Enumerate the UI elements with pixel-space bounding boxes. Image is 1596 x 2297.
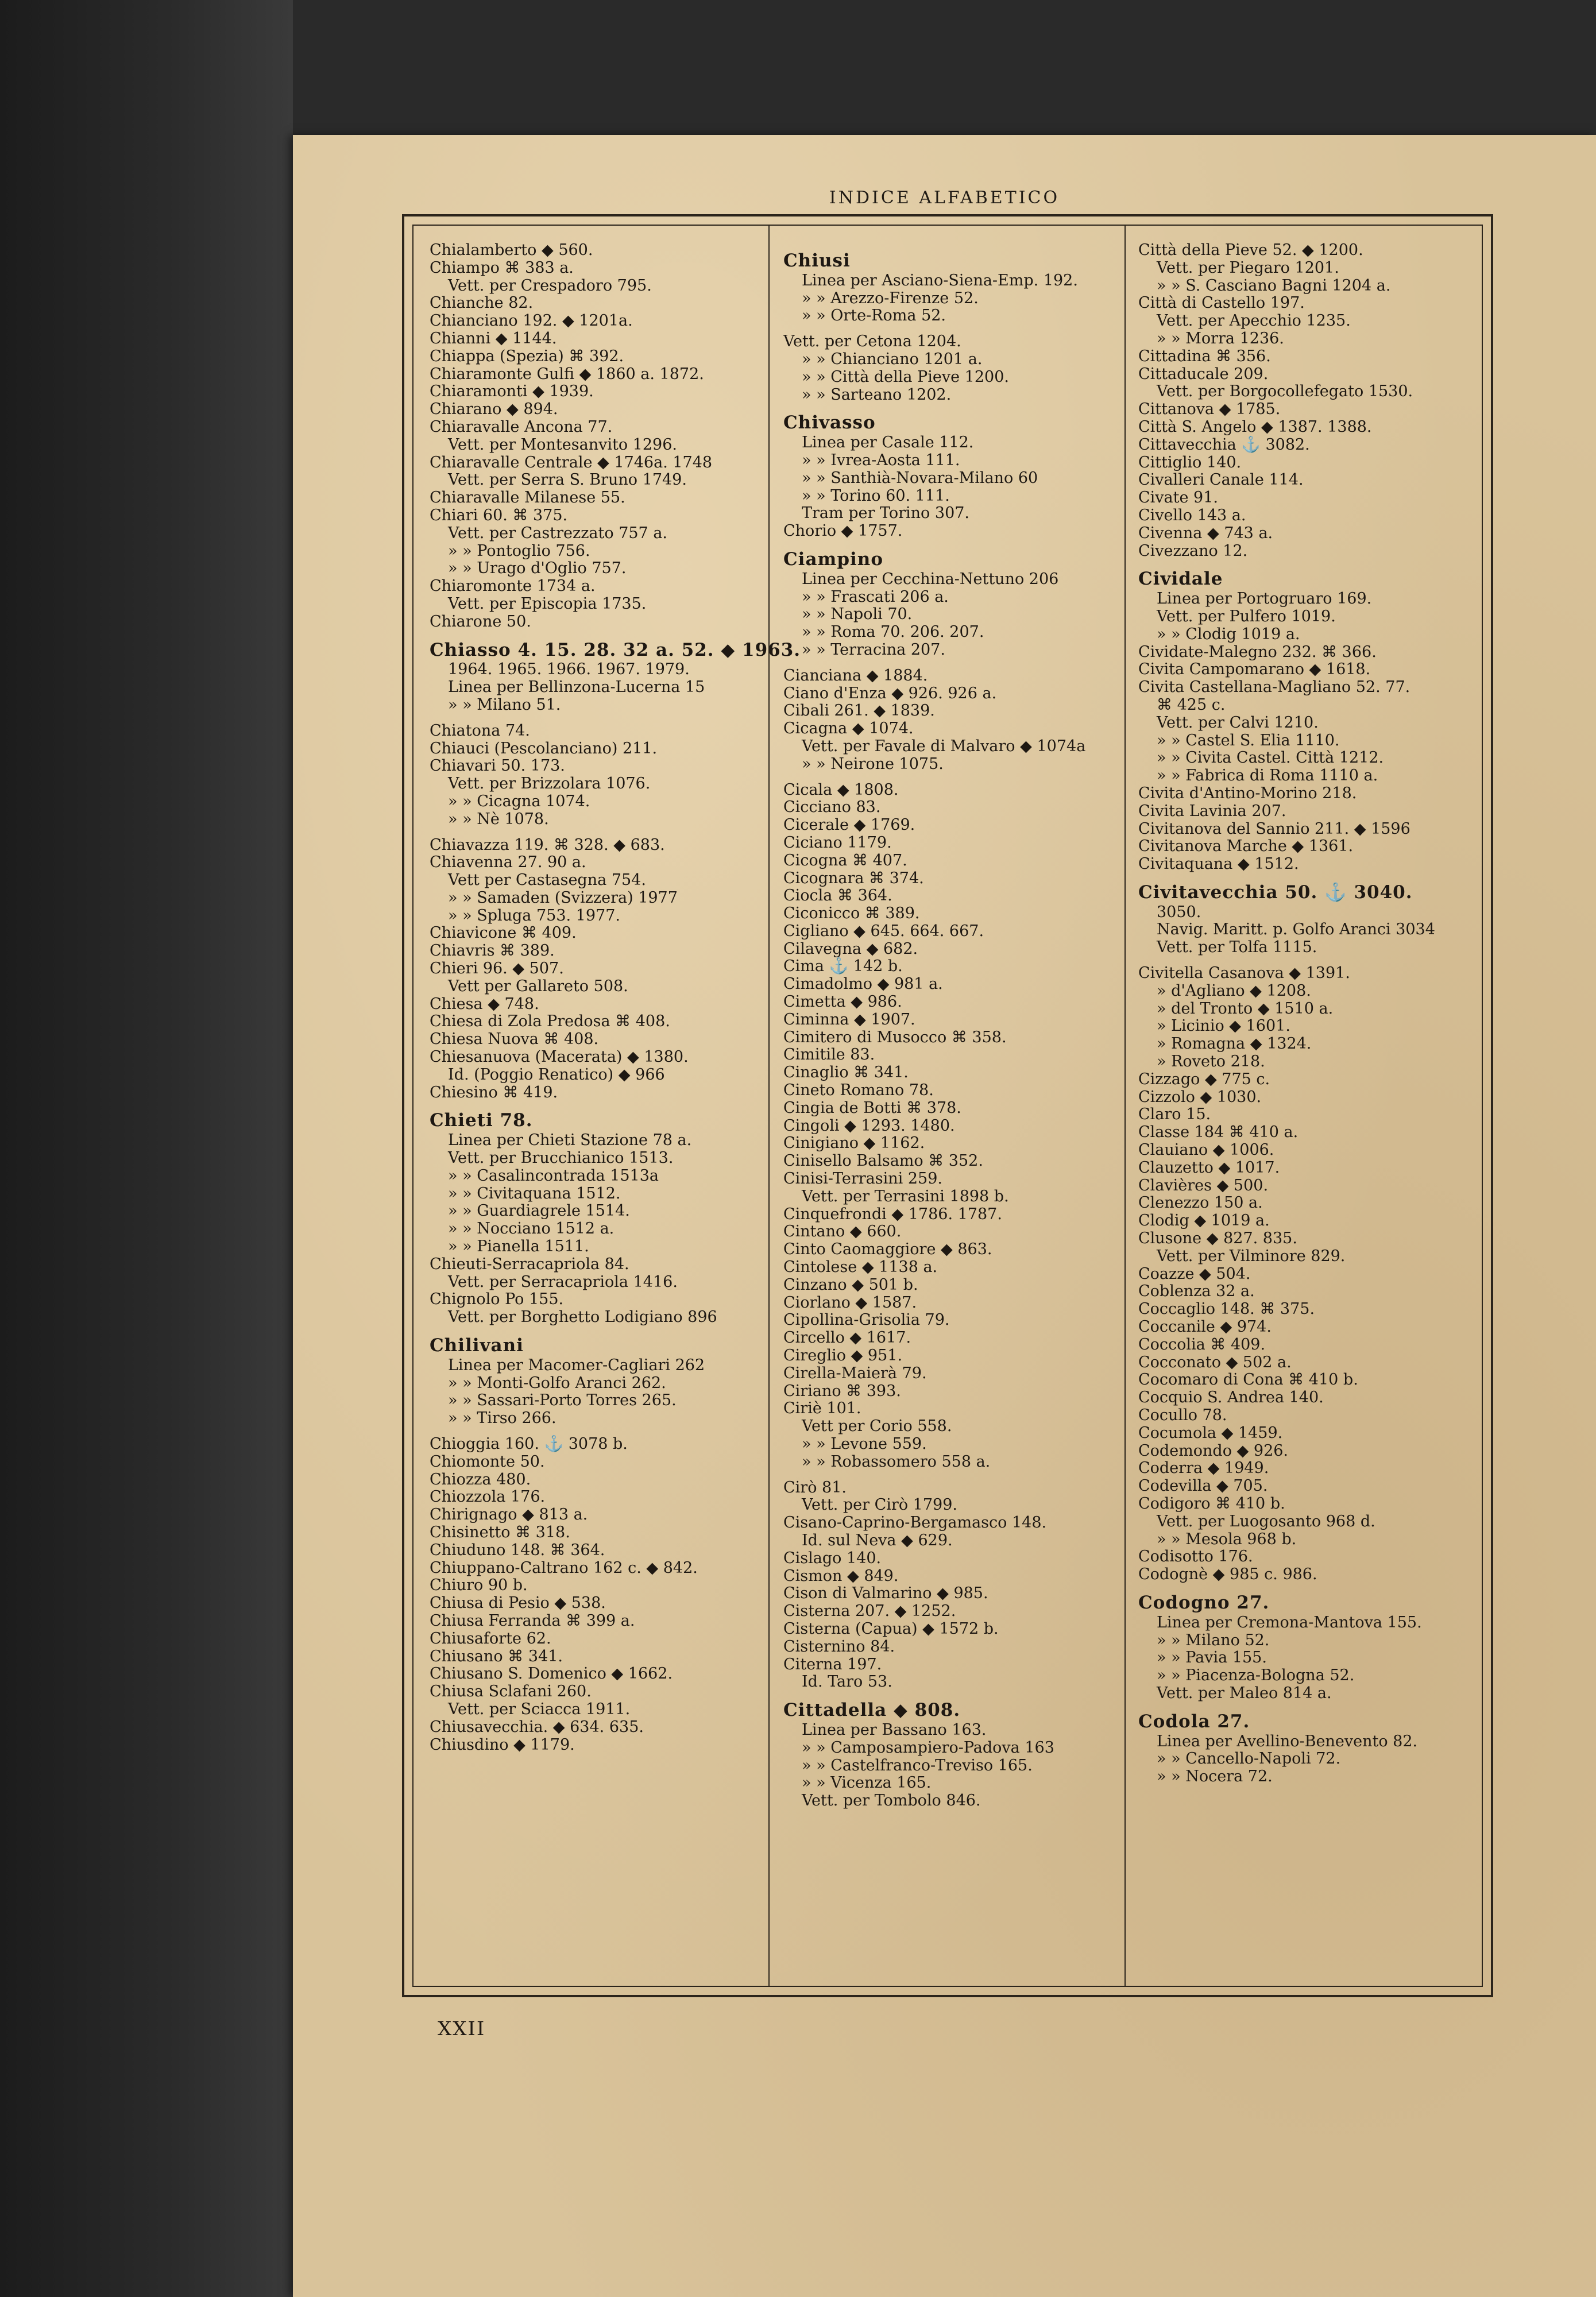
index-entry: Ciorlano ◆ 1587. [783, 1293, 917, 1312]
index-entry: » » Terracina 207. [802, 640, 945, 659]
index-entry: Vett. per Brizzolara 1076. [448, 775, 651, 793]
index-entry: Chiaravalle Centrale ◆ 1746a. 1748 [430, 453, 713, 471]
index-entry: Civita Campomarano ◆ 1618. [1138, 660, 1371, 679]
index-entry: » » Monti-Golfo Aranci 262. [448, 1374, 666, 1392]
index-entry: » » Napoli 70. [802, 605, 913, 624]
index-entry: » » Città della Pieve 1200. [802, 368, 1009, 386]
index-entry: Civitella Casanova ◆ 1391. [1138, 964, 1350, 983]
index-entry: Civitanova del Sannio 211. ◆ 1596 [1138, 819, 1410, 838]
index-entry: 3050. [1157, 903, 1201, 921]
index-entry: Chianni ◆ 1144. [430, 329, 557, 347]
index-entry: Civalleri Canale 114. [1138, 471, 1304, 489]
index-entry: Vett per Corio 558. [802, 1417, 952, 1436]
index-entry: » Roveto 218. [1157, 1053, 1265, 1071]
index-entry: » » Clodig 1019 a. [1157, 625, 1300, 643]
index-entry: Cianciana ◆ 1884. [783, 666, 928, 685]
index-entry: » » Sassari-Porto Torres 265. [448, 1391, 677, 1410]
index-entry: » » Civita Castel. Città 1212. [1157, 749, 1384, 767]
index-entry: » » S. Casciano Bagni 1204 a. [1157, 276, 1391, 295]
index-entry: Chiappa (Spezia) ⌘ 392. [430, 347, 624, 365]
index-entry: Linea per Cremona-Mantova 155. [1157, 1613, 1422, 1631]
index-entry: » » Mesola 968 b. [1157, 1530, 1297, 1548]
index-entry: Chiesa ◆ 748. [430, 995, 539, 1013]
index-entry: Clenezzo 150 a. [1138, 1194, 1263, 1212]
index-entry: Chiozzola 176. [430, 1488, 546, 1506]
index-entry: Chiozza 480. [430, 1470, 531, 1488]
index-entry: » » Sarteano 1202. [802, 385, 952, 404]
index-entry: Cisternino 84. [783, 1637, 895, 1656]
index-entry: Chiusaforte 62. [430, 1629, 551, 1648]
scan-background [0, 0, 293, 2297]
index-entry: Civita d'Antino-Morino 218. [1138, 784, 1357, 802]
index-entry: Codognè ◆ 985 c. 986. [1138, 1565, 1317, 1584]
index-entry: Ciciano 1179. [783, 833, 892, 852]
index-entry: Chorio ◆ 1757. [783, 522, 903, 540]
index-entry: Civate 91. [1138, 489, 1218, 507]
index-entry: Cittaducale 209. [1138, 365, 1269, 383]
index-entry: Clusone ◆ 827. 835. [1138, 1229, 1297, 1248]
index-entry: » » Urago d'Oglio 757. [448, 559, 627, 578]
index-entry: Cittadina ⌘ 356. [1138, 347, 1271, 365]
index-entry: Vett. per Crespadoro 795. [448, 276, 652, 295]
index-entry: Id. (Poggio Renatico) ◆ 966 [448, 1065, 665, 1084]
index-entry: Cima ⚓ 142 b. [783, 957, 903, 976]
index-entry: Civitanova Marche ◆ 1361. [1138, 837, 1354, 856]
index-entry: Chiomonte 50. [430, 1452, 545, 1471]
index-heading: Chiusi [783, 250, 851, 271]
index-heading: Chivasso [783, 412, 876, 434]
index-entry: Civenna ◆ 743 a. [1138, 524, 1273, 542]
index-entry: Vett. per Cetona 1204. [783, 332, 961, 351]
index-entry: Civello 143 a. [1138, 506, 1246, 524]
index-entry: Chiauci (Pescolanciano) 211. [430, 739, 658, 757]
index-entry: Coderra ◆ 1949. [1138, 1459, 1269, 1478]
index-entry: Vett. per Apecchio 1235. [1157, 312, 1351, 330]
index-entry: » » Milano 51. [448, 695, 561, 714]
index-entry: Coblenza 32 a. [1138, 1282, 1255, 1301]
index-entry: Chiusa Ferranda ⌘ 399 a. [430, 1611, 635, 1630]
index-entry: Linea per Cecchina-Nettuno 206 [802, 570, 1059, 588]
index-entry: Ciriano ⌘ 393. [783, 1382, 901, 1400]
index-entry: Circello ◆ 1617. [783, 1329, 911, 1347]
index-entry: » » Castelfranco-Treviso 165. [802, 1756, 1033, 1774]
index-heading: Chiasso 4. 15. 28. 32 a. 52. ◆ 1963. [430, 639, 801, 660]
index-entry: Tram per Torino 307. [802, 504, 970, 523]
index-entry: Vett. per Brucchianico 1513. [448, 1149, 674, 1167]
index-entry: Cicciano 83. [783, 798, 881, 817]
index-entry: Cisterna (Capua) ◆ 1572 b. [783, 1619, 999, 1638]
index-entry: Cison di Valmarino ◆ 985. [783, 1584, 988, 1603]
index-entry: Chianciano 192. ◆ 1201a. [430, 312, 633, 330]
index-heading: Chieti 78. [430, 1110, 533, 1131]
index-entry: Chiusano S. Domenico ◆ 1662. [430, 1665, 673, 1683]
index-entry: Cirella-Maierà 79. [783, 1364, 927, 1382]
index-entry: Cintano ◆ 660. [783, 1223, 902, 1241]
index-entry: Linea per Avellino-Benevento 82. [1157, 1732, 1418, 1750]
index-entry: Vett. per Luogosanto 968 d. [1157, 1512, 1375, 1530]
index-entry: Linea per Portogruaro 169. [1157, 590, 1372, 608]
index-entry: Clauzetto ◆ 1017. [1138, 1158, 1280, 1177]
index-entry: Linea per Chieti Stazione 78 a. [448, 1131, 692, 1150]
index-heading: Civitavecchia 50. ⚓ 3040. [1138, 881, 1413, 903]
index-column-3 [1124, 226, 1489, 1986]
index-entry: » del Tronto ◆ 1510 a. [1157, 999, 1334, 1018]
index-entry: Chiaravalle Milanese 55. [430, 489, 625, 507]
index-entry: Clodig ◆ 1019 a. [1138, 1212, 1270, 1230]
index-entry: Chiaramonte Gulfi ◆ 1860 a. 1872. [430, 365, 704, 383]
index-entry: » » Milano 52. [1157, 1631, 1270, 1649]
index-entry: » » Torino 60. 111. [802, 486, 950, 505]
index-entry: Chialamberto ◆ 560. [430, 241, 593, 259]
index-entry: Cinisi-Terrasini 259. [783, 1170, 942, 1188]
index-entry: » » Ivrea-Aosta 111. [802, 451, 960, 469]
index-entry: Cocconato ◆ 502 a. [1138, 1353, 1292, 1371]
index-entry: Chiari 60. ⌘ 375. [430, 506, 568, 524]
index-entry: Vett. per Sciacca 1911. [448, 1700, 631, 1718]
index-entry: Navig. Maritt. p. Golfo Aranci 3034 [1157, 921, 1435, 939]
index-entry: Claro 15. [1138, 1105, 1211, 1124]
index-entry: Vett per Gallareto 508. [448, 977, 628, 995]
index-entry: Codevilla ◆ 705. [1138, 1477, 1268, 1495]
index-entry: Cizzago ◆ 775 c. [1138, 1070, 1270, 1088]
page-header: INDICE ALFABETICO [829, 188, 1060, 208]
index-heading: Codogno 27. [1138, 1592, 1270, 1613]
index-entry: Vett. per Calvi 1210. [1157, 713, 1319, 732]
index-entry: » » Camposampiero-Padova 163 [802, 1738, 1054, 1757]
index-entry: Chiatona 74. [430, 721, 530, 740]
page-number: XXII [438, 2017, 486, 2040]
index-entry: Chiavenna 27. 90 a. [430, 853, 586, 872]
index-entry: Cireglio ◆ 951. [783, 1347, 903, 1365]
index-entry: Cisano-Caprino-Bergamasco 148. [783, 1514, 1047, 1532]
index-entry: Ciano d'Enza ◆ 926. 926 a. [783, 684, 997, 702]
index-entry: » » Levone 559. [802, 1435, 927, 1453]
index-entry: Vett. per Favale di Malvaro ◆ 1074a [802, 737, 1086, 755]
index-frame-inner [412, 225, 1483, 1987]
index-entry: Cibali 261. ◆ 1839. [783, 702, 935, 720]
index-entry: Vett. per Tolfa 1115. [1157, 938, 1317, 957]
index-entry: Coccolia ⌘ 409. [1138, 1335, 1266, 1354]
index-entry: Cocumola ◆ 1459. [1138, 1424, 1283, 1442]
index-entry: Cicogna ⌘ 407. [783, 851, 907, 869]
index-entry: Cingia de Botti ⌘ 378. [783, 1099, 961, 1117]
index-entry: Vett. per Borgocollefegato 1530. [1157, 382, 1413, 401]
index-entry: Vett. per Tombolo 846. [802, 1792, 981, 1810]
index-entry: Cirò 81. [783, 1478, 847, 1496]
index-entry: Chiuppano-Caltrano 162 c. ◆ 842. [430, 1559, 698, 1577]
index-entry: » » Nocciano 1512 a. [448, 1220, 615, 1238]
index-entry: Chieuti-Serracapriola 84. [430, 1255, 629, 1273]
index-entry: Codisotto 176. [1138, 1548, 1253, 1566]
index-entry: Cimetta ◆ 986. [783, 993, 902, 1011]
index-entry: Classe 184 ⌘ 410 a. [1138, 1123, 1299, 1142]
index-entry: Id. Taro 53. [802, 1673, 892, 1691]
index-entry: Cinisello Balsamo ⌘ 352. [783, 1152, 983, 1170]
index-entry: » » Nè 1078. [448, 810, 549, 828]
index-entry: Chiesino ⌘ 419. [430, 1083, 558, 1101]
index-entry: Chiavicone ⌘ 409. [430, 924, 577, 942]
index-entry: Cimitile 83. [783, 1046, 875, 1064]
index-entry: Città della Pieve 52. ◆ 1200. [1138, 241, 1363, 259]
index-entry: Vett. per Castrezzato 757 a. [448, 524, 667, 542]
index-entry: » Romagna ◆ 1324. [1157, 1035, 1312, 1053]
index-entry: Civezzano 12. [1138, 542, 1248, 560]
index-entry: Civita Lavinia 207. [1138, 802, 1286, 820]
index-entry: Chiusa Sclafani 260. [430, 1683, 592, 1701]
index-entry: Città S. Angelo ◆ 1387. 1388. [1138, 417, 1372, 436]
index-entry: Ciocla ⌘ 364. [783, 887, 892, 905]
index-entry: Cinigiano ◆ 1162. [783, 1134, 925, 1153]
index-entry: » » Fabrica di Roma 1110 a. [1157, 767, 1378, 785]
index-entry: 1964. 1965. 1966. 1967. 1979. [448, 660, 690, 679]
index-entry: Civita Castellana-Magliano 52. 77. [1138, 678, 1410, 697]
index-entry: Vett per Castasegna 754. [448, 871, 646, 890]
index-entry: Cigliano ◆ 645. 664. 667. [783, 922, 984, 940]
index-entry: Linea per Bassano 163. [802, 1720, 987, 1739]
index-entry: » » Cancello-Napoli 72. [1157, 1750, 1341, 1768]
index-entry: Linea per Macomer-Cagliari 262 [448, 1356, 705, 1374]
index-entry: » » Orte-Roma 52. [802, 307, 946, 325]
index-entry: Cicagna ◆ 1074. [783, 720, 914, 738]
index-entry: » » Arezzo-Firenze 52. [802, 289, 979, 307]
index-entry: Civitaquana ◆ 1512. [1138, 855, 1299, 873]
index-entry: Chiuduno 148. ⌘ 364. [430, 1541, 605, 1559]
index-entry: Città di Castello 197. [1138, 294, 1305, 312]
index-entry: Vett. per Borghetto Lodigiano 896 [448, 1308, 717, 1327]
index-entry: » » Castel S. Elia 1110. [1157, 731, 1340, 749]
index-entry: » » Frascati 206 a. [802, 587, 949, 606]
index-entry: Cismon ◆ 849. [783, 1567, 899, 1585]
index-entry: Chignolo Po 155. [430, 1290, 564, 1309]
index-entry: » » Nocera 72. [1157, 1768, 1273, 1786]
index-heading: Codola 27. [1138, 1711, 1250, 1732]
index-entry: Vett. per Vilminore 829. [1157, 1247, 1346, 1265]
index-entry: Codigoro ⌘ 410 b. [1138, 1494, 1285, 1513]
index-heading: Chilivani [430, 1335, 524, 1356]
index-entry: » » Neirone 1075. [802, 755, 944, 773]
index-entry: » » Pavia 155. [1157, 1649, 1267, 1667]
index-entry: Cittavecchia ⚓ 3082. [1138, 435, 1310, 454]
index-entry: Chiesanuova (Macerata) ◆ 1380. [430, 1048, 689, 1066]
index-entry: Vett. per Montesanvito 1296. [448, 435, 677, 454]
index-heading: Ciampino [783, 548, 884, 570]
index-entry: Cittanova ◆ 1785. [1138, 400, 1281, 419]
index-entry: » d'Agliano ◆ 1208. [1157, 981, 1311, 1000]
index-heading: Cividale [1138, 569, 1223, 590]
index-entry: Cittiglio 140. [1138, 453, 1242, 471]
index-entry: Vett. per Terrasini 1898 b. [802, 1187, 1009, 1205]
index-heading: Cittadella ◆ 808. [783, 1700, 961, 1721]
index-entry: Cocullo 78. [1138, 1406, 1227, 1424]
index-frame [402, 214, 1493, 1997]
index-entry: » » Casalincontrada 1513a [448, 1166, 659, 1185]
index-entry: Cilavegna ◆ 682. [783, 939, 918, 958]
index-entry: Vett. per Cirò 1799. [802, 1496, 957, 1514]
index-entry: Cipollina-Grisolia 79. [783, 1311, 950, 1329]
index-entry: Chiuro 90 b. [430, 1576, 528, 1595]
index-entry: » » Samaden (Svizzera) 1977 [448, 888, 678, 907]
index-entry: Chiarano ◆ 894. [430, 400, 558, 419]
index-entry: Chiavris ⌘ 389. [430, 942, 555, 960]
index-entry: » » Roma 70. 206. 207. [802, 623, 984, 641]
index-entry: Ciriè 101. [783, 1399, 861, 1418]
index-entry: » » Piacenza-Bologna 52. [1157, 1666, 1355, 1685]
index-entry: Cocomaro di Cona ⌘ 410 b. [1138, 1371, 1358, 1389]
index-entry: Id. sul Neva ◆ 629. [802, 1531, 953, 1549]
index-entry: Vett. per Piegaro 1201. [1157, 258, 1339, 277]
index-entry: » » Spluga 753. 1977. [448, 906, 620, 925]
index-entry: » » Morra 1236. [1157, 329, 1284, 347]
index-entry: Cimadolmo ◆ 981 a. [783, 975, 943, 993]
index-entry: » » Tirso 266. [448, 1409, 557, 1428]
index-entry: Chiaramonti ◆ 1939. [430, 382, 594, 401]
index-column-1 [414, 226, 801, 1986]
index-entry: » » Pontoglio 756. [448, 542, 590, 560]
index-entry: Chisinetto ⌘ 318. [430, 1523, 570, 1541]
index-entry: Chiusano ⌘ 341. [430, 1647, 563, 1665]
index-entry: » » Vicenza 165. [802, 1774, 932, 1792]
index-entry: Cingoli ◆ 1293. 1480. [783, 1116, 955, 1135]
index-entry: Cicerale ◆ 1769. [783, 816, 915, 834]
index-entry: Vett. per Episcopia 1735. [448, 594, 647, 613]
index-entry: Chiusa di Pesio ◆ 538. [430, 1594, 606, 1612]
index-entry: » » Robassomero 558 a. [802, 1452, 991, 1471]
index-entry: Cislago 140. [783, 1549, 882, 1567]
index-entry: Chiavazza 119. ⌘ 328. ◆ 683. [430, 836, 665, 854]
index-entry: Vett. per Serra S. Bruno 1749. [448, 471, 687, 489]
index-entry: Vett. per Pulfero 1019. [1157, 607, 1336, 625]
index-entry: Linea per Asciano-Siena-Emp. 192. [802, 271, 1078, 289]
index-entry: Cicognara ⌘ 374. [783, 869, 924, 887]
index-entry: » » Guardiagrele 1514. [448, 1202, 630, 1220]
index-entry: Codemondo ◆ 926. [1138, 1441, 1289, 1460]
index-entry: Chiesa di Zola Predosa ⌘ 408. [430, 1012, 670, 1031]
index-entry: Ciconicco ⌘ 389. [783, 904, 920, 923]
index-entry: Cineto Romano 78. [783, 1081, 934, 1100]
index-column-2 [768, 226, 1124, 1986]
index-entry: Chieri 96. ◆ 507. [430, 960, 564, 978]
index-entry: Cinzano ◆ 501 b. [783, 1275, 918, 1294]
index-entry: Vett. per Maleo 814 a. [1157, 1684, 1332, 1702]
index-entry: Cividate-Malegno 232. ⌘ 366. [1138, 643, 1377, 661]
index-entry: Linea per Bellinzona-Lucerna 15 [448, 678, 705, 697]
index-entry: Vett. per Serracapriola 1416. [448, 1273, 678, 1291]
index-entry: Cinquefrondi ◆ 1786. 1787. [783, 1205, 1002, 1223]
page [293, 135, 1596, 2297]
index-entry: Cinaglio ⌘ 341. [783, 1064, 909, 1082]
index-entry: Cinto Caomaggiore ◆ 863. [783, 1240, 992, 1259]
index-entry: » Licinio ◆ 1601. [1157, 1017, 1290, 1035]
index-entry: Coccaglio 148. ⌘ 375. [1138, 1300, 1315, 1318]
index-entry: Clavières ◆ 500. [1138, 1176, 1269, 1194]
index-entry: Citerna 197. [783, 1655, 882, 1673]
index-entry: Chiaravalle Ancona 77. [430, 417, 613, 436]
index-entry: » » Santhià-Novara-Milano 60 [802, 469, 1038, 487]
index-entry: Chiavari 50. 173. [430, 757, 565, 775]
index-entry: » » Cicagna 1074. [448, 792, 590, 810]
index-entry: Chiaromonte 1734 a. [430, 577, 596, 595]
index-entry: Ciminna ◆ 1907. [783, 1010, 915, 1028]
index-entry: Cimitero di Musocco ⌘ 358. [783, 1028, 1007, 1046]
index-entry: Cicala ◆ 1808. [783, 780, 899, 799]
index-entry: Chiesa Nuova ⌘ 408. [430, 1030, 599, 1049]
index-entry: Chiampo ⌘ 383 a. [430, 258, 574, 277]
index-entry: Cintolese ◆ 1138 a. [783, 1258, 938, 1277]
index-entry: Coazze ◆ 504. [1138, 1264, 1251, 1283]
index-entry: Coccanile ◆ 974. [1138, 1318, 1272, 1336]
index-entry: » » Pianella 1511. [448, 1238, 589, 1256]
index-entry: ⌘ 425 c. [1157, 695, 1226, 714]
index-entry: Chiusavecchia. ◆ 634. 635. [430, 1718, 644, 1736]
index-entry: Chiusdino ◆ 1179. [430, 1735, 575, 1754]
index-entry: » » Chianciano 1201 a. [802, 350, 983, 368]
index-entry: Chirignago ◆ 813 a. [430, 1506, 588, 1524]
index-entry: Chianche 82. [430, 294, 534, 312]
index-entry: Clauiano ◆ 1006. [1138, 1141, 1274, 1159]
index-entry: Cizzolo ◆ 1030. [1138, 1088, 1262, 1106]
index-entry: Chiarone 50. [430, 612, 531, 631]
index-entry: Cisterna 207. ◆ 1252. [783, 1602, 956, 1621]
index-entry: Linea per Casale 112. [802, 434, 974, 452]
index-entry: » » Civitaquana 1512. [448, 1184, 621, 1202]
index-entry: Cocquio S. Andrea 140. [1138, 1389, 1324, 1407]
index-entry: Chioggia 160. ⚓ 3078 b. [430, 1435, 628, 1453]
